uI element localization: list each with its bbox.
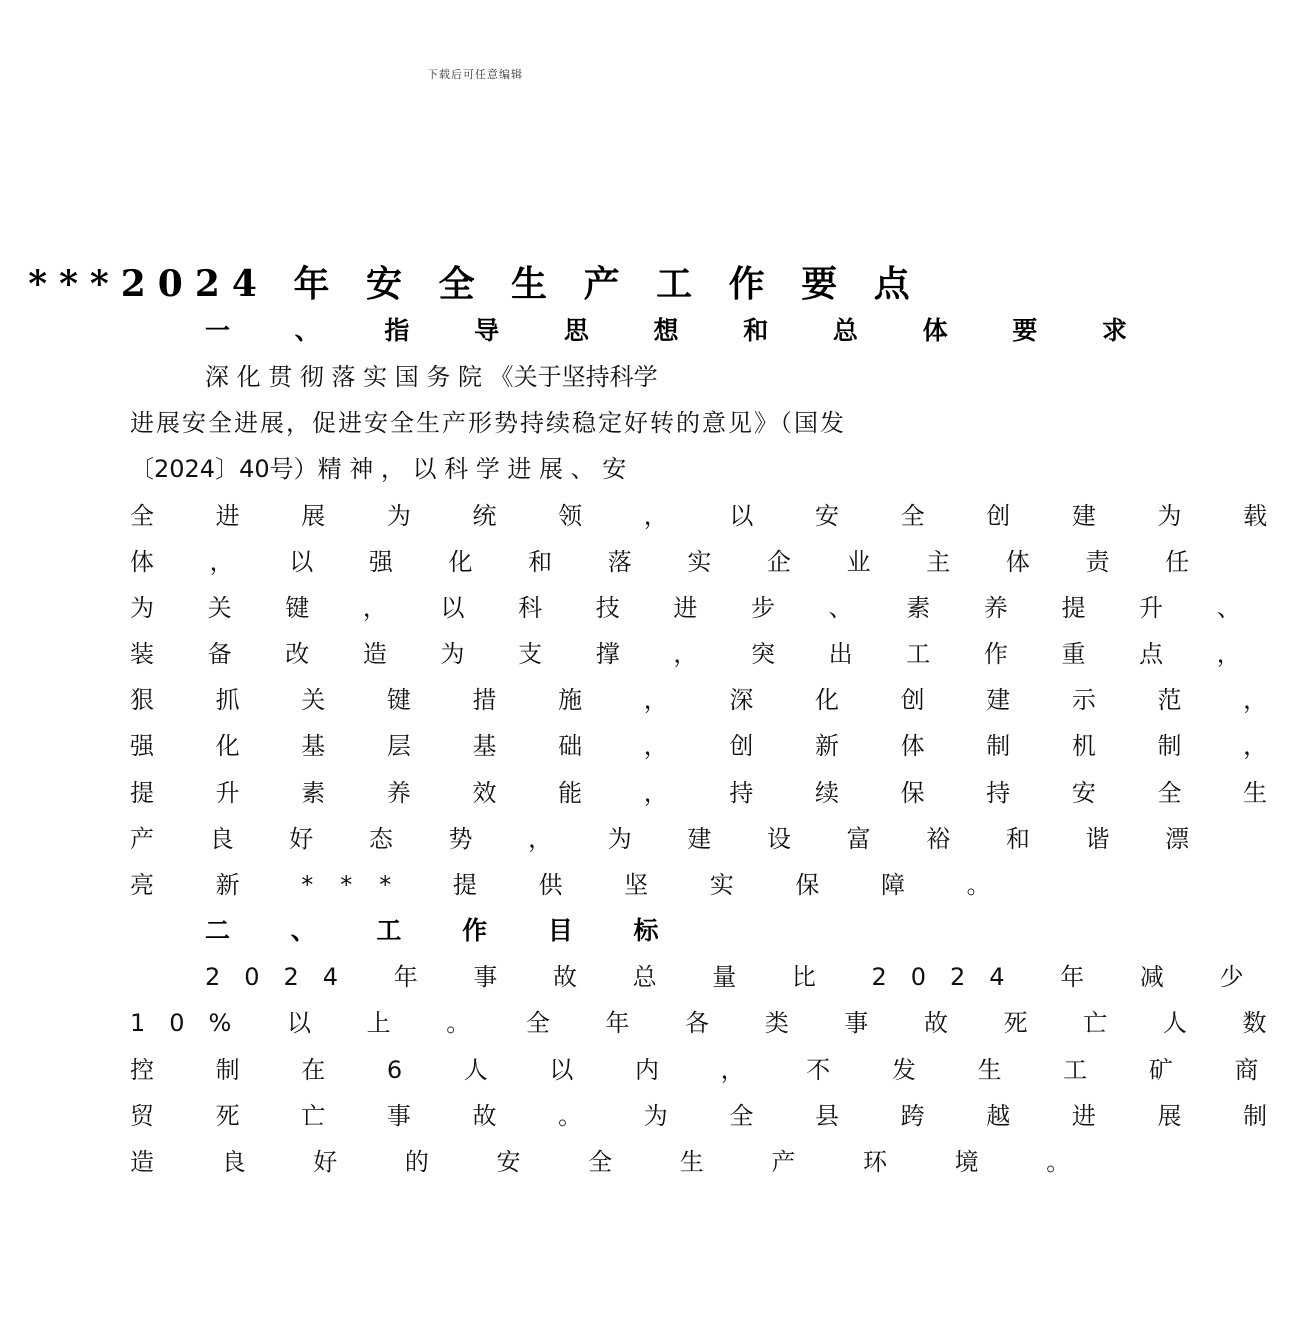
- section-2-heading: 二 、 工 作 目 标: [205, 916, 685, 945]
- paragraph-line: 深 化 贯 彻 落 实 国 务 院 《关于坚持科学: [205, 363, 658, 391]
- paragraph-line: 控 制 在 6 人 以 内 ， 不 发 生 工 矿 商: [130, 1056, 1286, 1084]
- paragraph-line: 体 ， 以 强 化 和 落 实 企 业 主 体 责 任: [130, 548, 1214, 576]
- paragraph-line: 为 关 键 ， 以 科 技 进 步 、 素 养 提 升 、: [130, 594, 1264, 622]
- paragraph-line: 装 备 改 造 为 支 撑 ， 突 出 工 作 重 点 ，: [130, 640, 1264, 668]
- paragraph-line: 提 升 素 养 效 能 ， 持 续 保 持 安 全 生: [130, 779, 1294, 807]
- paragraph-line: 造 良 好 的 安 全 生 产 环 境 。: [130, 1148, 1101, 1176]
- page-header-note: 下载后可任意编辑: [427, 68, 523, 81]
- paragraph-line: 2024 年 事 故 总 量 比 2024 年 减 少: [205, 963, 1268, 991]
- paragraph-line: 贸 死 亡 事 故 。 为 全 县 跨 越 进 展 制: [130, 1102, 1294, 1130]
- paragraph-line: 10% 以 上 。 全 年 各 类 事 故 死 亡 人 数: [130, 1009, 1291, 1037]
- paragraph-line: 全 进 展 为 统 领 ， 以 安 全 创 建 为 载: [130, 502, 1294, 530]
- paragraph-line: 进展安全进展，促进安全生产形势持续稳定好转的意见》（国发: [130, 409, 846, 437]
- section-1-heading: 一 、 指 导 思 想 和 总 体 要 求: [205, 316, 1156, 345]
- paragraph-line: 强 化 基 层 基 础 ， 创 新 体 制 机 制 ，: [130, 732, 1294, 760]
- paragraph-line: 产 良 好 态 势 ， 为 建 设 富 裕 和 谐 漂: [130, 825, 1214, 853]
- paragraph-line: 狠 抓 关 键 措 施 ， 深 化 创 建 示 范 ，: [130, 686, 1294, 714]
- paragraph-line: 亮 新 *** 提 供 坚 实 保 障 。: [130, 871, 1018, 899]
- document-title: ***2024 年 安 全 生 产 工 作 要 点: [28, 263, 922, 305]
- paragraph-line: 〔2024〕40号）精 神 ， 以 科 学 进 展 、 安: [130, 455, 627, 483]
